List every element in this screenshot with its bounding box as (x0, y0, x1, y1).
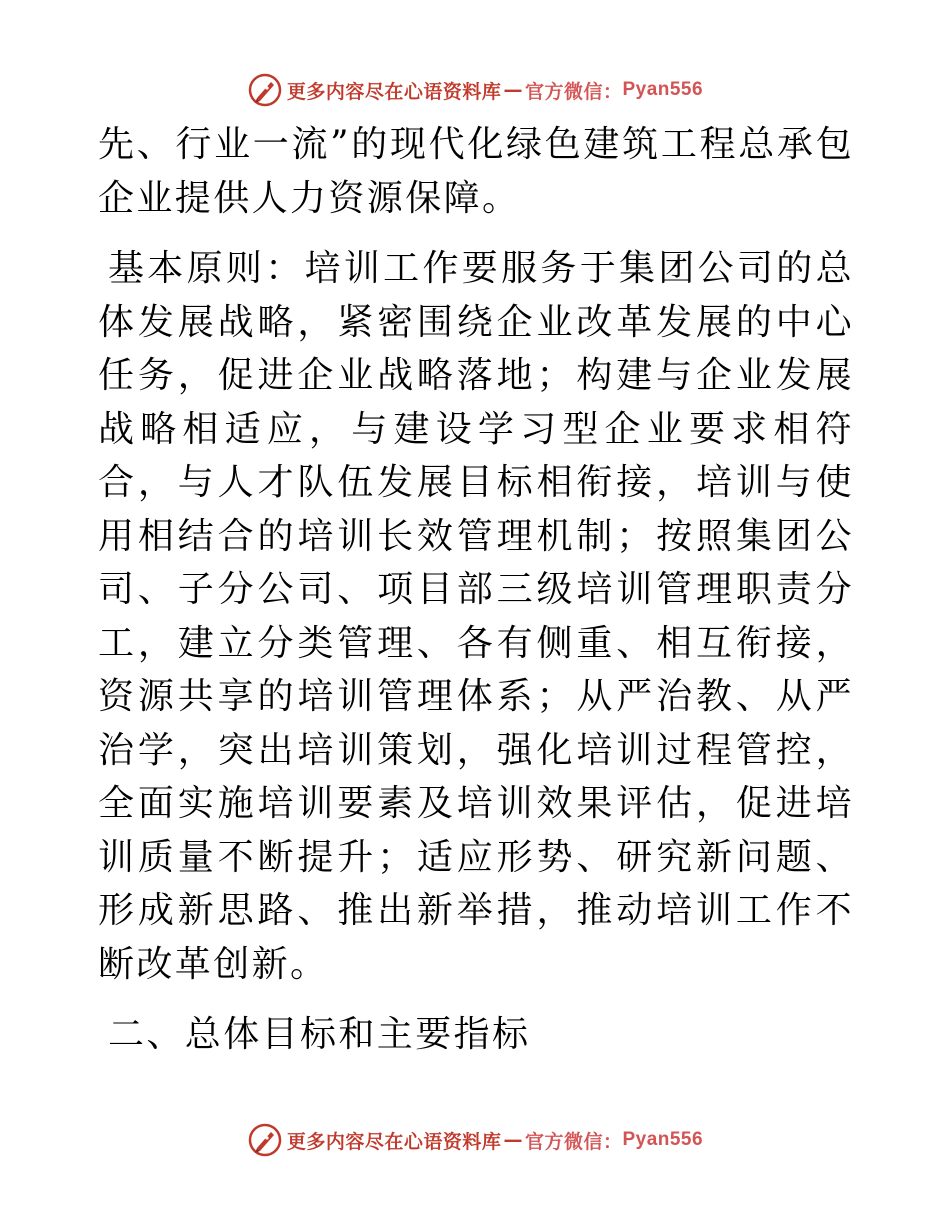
watermark-sub-text: 官方微信： (524, 1130, 623, 1153)
pen-logo-icon (247, 1122, 283, 1158)
watermark-wechat-id: Pyan556 (622, 79, 704, 100)
watermark-main-text: 更多内容尽在心语资料库 (286, 1130, 502, 1153)
paragraph-basic-principles: 基本原则：培训工作要服务于集团公司的总体发展战略，紧密围绕企业改革发展的中心任务，促进企业战略落地；构建与企业发展战略相适应，与建设学习型企业要求相符合，与人才队伍发展目标相衔接，培训与使用相结合的培训长效管理机制；按照集团公司、子分公司、项目部三级培训管理职责分工，建立分类管理、各有侧重、相互衔接，资源共享的培训管理体系；从严治教、从严治学，突出培训策划，强化培训过程管控，全面实施培训要素及培训效果评估，促进培训质量不断提升；适应形势、研究新问题、形成新思路、推出新举措，推动培训工作不断改革创新。 (98, 248, 854, 985)
watermark-sub-text: 官方微信： (524, 80, 623, 103)
watermark-separator: — (503, 1129, 523, 1151)
document-body (98, 118, 854, 1062)
footer-watermark (0, 1120, 950, 1160)
watermark-separator: — (503, 79, 523, 101)
pen-logo-icon (247, 72, 283, 108)
watermark-wechat-id: Pyan556 (622, 1129, 704, 1150)
watermark-main-text: 更多内容尽在心语资料库 (286, 80, 502, 103)
paragraph-continuation: 先、行业一流”的现代化绿色建筑工程总承包企业提供人力资源保障。 (98, 124, 854, 219)
section-heading: 二、总体目标和主要指标 (108, 1014, 531, 1055)
header-watermark (0, 70, 950, 110)
